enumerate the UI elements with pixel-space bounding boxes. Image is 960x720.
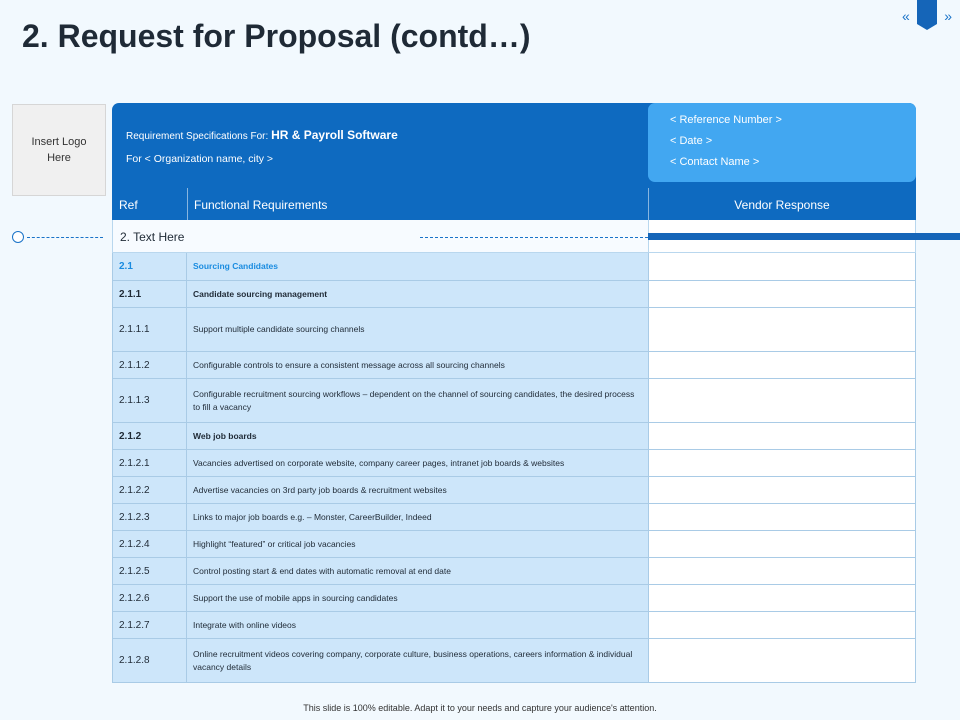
ref-cell: 2.1.2.4 bbox=[112, 531, 187, 557]
reference-number: < Reference Number > bbox=[670, 114, 782, 126]
requirement-cell: Support multiple candidate sourcing channels bbox=[187, 308, 648, 351]
table-row bbox=[112, 558, 916, 585]
table-row bbox=[112, 423, 916, 450]
table-row bbox=[112, 585, 916, 612]
vendor-response-cell[interactable] bbox=[648, 423, 916, 449]
contact-name: < Contact Name > bbox=[670, 156, 760, 168]
dashed-connector bbox=[27, 237, 103, 238]
ref-cell: 2.1.2.8 bbox=[112, 639, 187, 682]
requirements-table bbox=[112, 253, 916, 683]
requirement-cell: Control posting start & end dates with automatic removal at end date bbox=[187, 558, 648, 584]
ref-cell: 2.1.1.3 bbox=[112, 379, 187, 422]
requirement-cell: Vacancies advertised on corporate website, company career pages, intranet job boards & websites bbox=[187, 450, 648, 476]
table-row bbox=[112, 352, 916, 379]
ref-cell: 2.1.2.6 bbox=[112, 585, 187, 611]
ref-cell: 2.1.1 bbox=[112, 281, 187, 307]
reference-box bbox=[648, 103, 916, 182]
ref-cell: 2.1.2.5 bbox=[112, 558, 187, 584]
prev-arrow-icon[interactable]: « bbox=[902, 8, 910, 24]
slide-nav bbox=[902, 6, 952, 32]
ref-cell: 2.1.2 bbox=[112, 423, 187, 449]
circle-marker-icon bbox=[12, 231, 24, 243]
table-row bbox=[112, 308, 916, 352]
table-row bbox=[112, 477, 916, 504]
ref-cell: 2.1.1.2 bbox=[112, 352, 187, 378]
accent-bar bbox=[648, 233, 960, 240]
spec-prefix: Requirement Specifications For: bbox=[126, 131, 272, 142]
vendor-response-cell[interactable] bbox=[648, 558, 916, 584]
section-vendor-cell bbox=[648, 220, 916, 233]
ref-cell: 2.1.2.7 bbox=[112, 612, 187, 638]
logo-placeholder[interactable] bbox=[12, 104, 106, 196]
requirement-cell: Highlight “featured” or critical job vacancies bbox=[187, 531, 648, 557]
vendor-response-cell[interactable] bbox=[648, 612, 916, 638]
requirement-cell: Web job boards bbox=[187, 423, 648, 449]
vendor-response-cell[interactable] bbox=[648, 308, 916, 351]
table-row bbox=[112, 253, 916, 281]
table-row bbox=[112, 531, 916, 558]
requirement-cell: Support the use of mobile apps in sourcing candidates bbox=[187, 585, 648, 611]
vendor-response-cell[interactable] bbox=[648, 585, 916, 611]
spec-line bbox=[126, 128, 398, 142]
requirement-cell: Candidate sourcing management bbox=[187, 281, 648, 307]
organization-line: For < Organization name, city > bbox=[126, 153, 274, 165]
vendor-response-cell[interactable] bbox=[648, 504, 916, 530]
requirement-cell: Links to major job boards e.g. – Monster, CareerBuilder, Indeed bbox=[187, 504, 648, 530]
date-field: < Date > bbox=[670, 135, 713, 147]
vendor-response-cell[interactable] bbox=[648, 639, 916, 682]
ref-cell: 2.1.2.3 bbox=[112, 504, 187, 530]
column-header-vendor: Vendor Response bbox=[734, 198, 830, 212]
bookmark-icon bbox=[917, 0, 937, 30]
section-label: 2. Text Here bbox=[120, 230, 185, 244]
table-row bbox=[112, 639, 916, 683]
vendor-response-cell[interactable] bbox=[648, 352, 916, 378]
requirement-cell: Advertise vacancies on 3rd party job boards & recruitment websites bbox=[187, 477, 648, 503]
vendor-response-cell[interactable] bbox=[648, 281, 916, 307]
vendor-response-cell[interactable] bbox=[648, 379, 916, 422]
spec-value: HR & Payroll Software bbox=[271, 128, 398, 142]
ref-cell: 2.1 bbox=[112, 253, 187, 280]
column-header-ref: Ref bbox=[119, 198, 138, 212]
ref-cell: 2.1.1.1 bbox=[112, 308, 187, 351]
requirement-cell: Configurable recruitment sourcing workflows – dependent on the channel of sourcing candidates, the desired process to fill a vacancy bbox=[187, 379, 648, 422]
page-title: 2. Request for Proposal (contd…) bbox=[22, 18, 531, 54]
requirement-cell: Online recruitment videos covering company, corporate culture, business operations, careers information & individual vacancy details bbox=[187, 639, 648, 682]
column-header-functional: Functional Requirements bbox=[194, 198, 328, 212]
vendor-response-cell[interactable] bbox=[648, 531, 916, 557]
requirement-cell: Integrate with online videos bbox=[187, 612, 648, 638]
vendor-response-cell[interactable] bbox=[648, 253, 916, 280]
dashed-connector bbox=[420, 237, 648, 238]
table-row bbox=[112, 450, 916, 477]
table-row bbox=[112, 504, 916, 531]
table-row bbox=[112, 379, 916, 423]
requirement-cell: Configurable controls to ensure a consistent message across all sourcing channels bbox=[187, 352, 648, 378]
table-row bbox=[112, 281, 916, 308]
ref-cell: 2.1.2.1 bbox=[112, 450, 187, 476]
logo-placeholder-text: Insert Logo Here bbox=[31, 136, 87, 164]
rfp-header bbox=[112, 103, 916, 220]
requirement-cell: Sourcing Candidates bbox=[187, 253, 648, 280]
table-row bbox=[112, 612, 916, 639]
column-divider bbox=[187, 188, 188, 220]
footer-note: This slide is 100% editable. Adapt it to your needs and capture your audience's attention. bbox=[303, 703, 657, 713]
next-arrow-icon[interactable]: » bbox=[944, 8, 952, 24]
ref-cell: 2.1.2.2 bbox=[112, 477, 187, 503]
vendor-response-cell[interactable] bbox=[648, 477, 916, 503]
vendor-response-cell[interactable] bbox=[648, 450, 916, 476]
section-vendor-cell bbox=[648, 240, 916, 253]
